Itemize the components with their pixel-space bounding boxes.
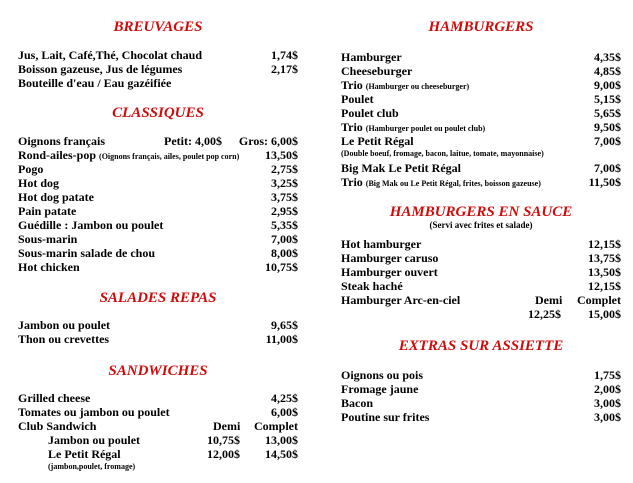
item-price: 11,50$ bbox=[588, 175, 621, 189]
item-price-petit: Petit: 4,00$ bbox=[164, 134, 222, 148]
menu-item bbox=[18, 176, 298, 190]
item-name: Tomates ou jambon ou poulet bbox=[18, 405, 170, 419]
item-price: 3,25$ bbox=[271, 176, 298, 190]
item-name: Pogo bbox=[18, 162, 44, 176]
item-name: Club Sandwich bbox=[18, 419, 97, 433]
item-price: 7,00$ bbox=[594, 134, 621, 148]
menu-item bbox=[341, 410, 621, 424]
item-name: Oignons français bbox=[18, 134, 106, 148]
item-price: 10,75$ bbox=[265, 260, 298, 274]
menu-item bbox=[341, 237, 621, 251]
column-header-complet: Complet bbox=[254, 419, 298, 433]
item-name: Rond-ailes-pop bbox=[18, 148, 97, 162]
item-name: Guédille : Jambon ou poulet bbox=[18, 218, 164, 232]
item-price: 13,75$ bbox=[588, 251, 621, 265]
item-name: Thon ou crevettes bbox=[18, 332, 110, 346]
item-price: 3,00$ bbox=[594, 410, 621, 424]
column-header-complet: Complet bbox=[577, 293, 621, 307]
menu-item bbox=[18, 48, 298, 62]
menu-item bbox=[341, 120, 621, 134]
item-detail: (Oignons français, ailes, poulet pop corn) bbox=[99, 152, 240, 161]
item-price: 7,00$ bbox=[594, 161, 621, 175]
item-price: 8,00$ bbox=[271, 246, 298, 260]
menu-item bbox=[18, 332, 298, 346]
menu-item bbox=[18, 246, 298, 260]
menu-item bbox=[341, 134, 621, 148]
menu-item bbox=[341, 382, 621, 396]
menu-item-oignons bbox=[18, 134, 298, 148]
item-name: Boisson gazeuse, Jus de légumes bbox=[18, 62, 183, 76]
item-name: Poutine sur frites bbox=[341, 410, 430, 424]
item-name: Jambon ou poulet bbox=[48, 433, 141, 447]
item-name: Fromage jaune bbox=[341, 382, 419, 396]
item-detail: (Big Mak ou Le Petit Régal, frites, boisson gazeuse) bbox=[365, 179, 541, 188]
menu-item bbox=[341, 78, 621, 92]
item-price: 9,50$ bbox=[594, 120, 621, 134]
item-name: Sous-marin bbox=[18, 232, 78, 246]
column-header-demi: Demi bbox=[213, 419, 241, 433]
menu-item bbox=[18, 62, 298, 76]
menu-item bbox=[341, 161, 621, 175]
item-name: Trio bbox=[341, 175, 363, 189]
menu-item bbox=[18, 433, 298, 447]
item-name: Bacon bbox=[341, 396, 374, 410]
item-name: Oignons ou pois bbox=[341, 368, 424, 382]
item-name: Big Mak Le Petit Régal bbox=[341, 161, 461, 175]
item-price-demi: 12,25$ bbox=[528, 307, 561, 321]
menu-item bbox=[18, 232, 298, 246]
menu-item bbox=[341, 92, 621, 106]
menu-item bbox=[341, 251, 621, 265]
section-title-sandwiches: SANDWICHES bbox=[108, 363, 208, 379]
item-name: Hamburger caruso bbox=[341, 251, 439, 265]
item-detail: (Hamburger poulet ou poulet club) bbox=[365, 124, 486, 133]
item-name: Sous-marin salade de chou bbox=[18, 246, 156, 260]
item-price: 2,95$ bbox=[271, 204, 298, 218]
item-price: 4,35$ bbox=[594, 50, 621, 64]
menu-item bbox=[18, 162, 298, 176]
item-price: 2,75$ bbox=[271, 162, 298, 176]
item-name: Le Petit Régal bbox=[48, 447, 121, 461]
item-price-demi: 10,75$ bbox=[207, 433, 240, 447]
item-price: 5,15$ bbox=[594, 92, 621, 106]
menu-item bbox=[341, 106, 621, 120]
item-price: 5,65$ bbox=[594, 106, 621, 120]
item-name: Hot dog bbox=[18, 176, 60, 190]
item-name: Grilled cheese bbox=[18, 391, 91, 405]
item-name: Steak haché bbox=[341, 279, 403, 293]
item-price-demi: 12,00$ bbox=[207, 447, 240, 461]
item-name: Jus, Lait, Café,Thé, Chocolat chaud bbox=[18, 48, 203, 62]
item-price-complet: 14,50$ bbox=[265, 447, 298, 461]
item-price: 13,50$ bbox=[265, 148, 298, 162]
menu-item bbox=[341, 175, 621, 189]
item-price: 13,50$ bbox=[588, 265, 621, 279]
menu-item bbox=[18, 447, 298, 461]
item-price: 5,35$ bbox=[271, 218, 298, 232]
item-name: Hot hamburger bbox=[341, 237, 422, 251]
menu-item-club-sandwich bbox=[18, 419, 298, 433]
menu-item bbox=[341, 279, 621, 293]
item-price: 9,00$ bbox=[594, 78, 621, 92]
menu-item bbox=[18, 204, 298, 218]
menu-item bbox=[341, 50, 621, 64]
menu-item bbox=[18, 405, 298, 419]
item-name: Cheeseburger bbox=[341, 64, 413, 78]
menu-item bbox=[18, 76, 298, 90]
item-price: 4,25$ bbox=[271, 391, 298, 405]
item-price: 2,00$ bbox=[594, 382, 621, 396]
item-price-complet: 15,00$ bbox=[588, 307, 621, 321]
menu-item-arc-en-ciel-prices bbox=[341, 307, 621, 321]
item-name: Pain patate bbox=[18, 204, 77, 218]
item-price: 9,65$ bbox=[271, 318, 298, 332]
menu-item bbox=[18, 218, 298, 232]
item-name: Hamburger Arc-en-ciel bbox=[341, 293, 461, 307]
item-name: Trio bbox=[341, 78, 363, 92]
item-price: 7,00$ bbox=[271, 232, 298, 246]
item-price: 1,75$ bbox=[594, 368, 621, 382]
item-price: 3,75$ bbox=[271, 190, 298, 204]
menu-item-rond-ailes-pop bbox=[18, 148, 298, 162]
item-name: Poulet club bbox=[341, 106, 399, 120]
section-title-classiques: CLASSIQUES bbox=[112, 105, 204, 121]
menu-item-arc-en-ciel bbox=[341, 293, 621, 307]
section-title-breuvages: BREUVAGES bbox=[113, 19, 203, 35]
item-price: 1,74$ bbox=[271, 48, 298, 62]
item-name: Hamburger ouvert bbox=[341, 265, 438, 279]
menu-item bbox=[18, 391, 298, 405]
item-note: (Double boeuf, fromage, bacon, laitue, tomate, mayonnaise) bbox=[341, 149, 544, 158]
item-price: 4,85$ bbox=[594, 64, 621, 78]
section-title-hamburgers: HAMBURGERS bbox=[428, 19, 534, 35]
section-subtitle: (Servi avec frites et salade) bbox=[429, 220, 533, 230]
item-price: 11,00$ bbox=[265, 332, 298, 346]
menu-item bbox=[341, 64, 621, 78]
section-title-extras: EXTRAS SUR ASSIETTE bbox=[398, 338, 564, 354]
item-name: Jambon ou poulet bbox=[18, 318, 111, 332]
item-price: 12,15$ bbox=[588, 279, 621, 293]
column-header-demi: Demi bbox=[535, 293, 563, 307]
item-name: Trio bbox=[341, 120, 363, 134]
item-name: Hot dog patate bbox=[18, 190, 94, 204]
menu-item bbox=[341, 265, 621, 279]
item-price: 3,00$ bbox=[594, 396, 621, 410]
item-price: 12,15$ bbox=[588, 237, 621, 251]
item-name: Hamburger bbox=[341, 50, 402, 64]
item-price-gros: Gros: 6,00$ bbox=[238, 134, 298, 148]
item-price: 2,17$ bbox=[271, 62, 298, 76]
item-name: Bouteille d'eau / Eau gazéifiée bbox=[18, 76, 172, 90]
section-title-en-sauce: HAMBURGERS EN SAUCE bbox=[389, 204, 573, 220]
item-price-complet: 13,00$ bbox=[265, 433, 298, 447]
item-name: Le Petit Régal bbox=[341, 134, 414, 148]
menu-item bbox=[341, 368, 621, 382]
item-detail: (Hamburger ou cheeseburger) bbox=[365, 82, 470, 91]
menu-item bbox=[18, 190, 298, 204]
item-name: Hot chicken bbox=[18, 260, 80, 274]
item-name: Poulet bbox=[341, 92, 374, 106]
section-title-salades: SALADES REPAS bbox=[99, 290, 217, 306]
menu-item bbox=[18, 260, 298, 274]
menu-item bbox=[18, 318, 298, 332]
item-price: 6,00$ bbox=[271, 405, 298, 419]
item-note: (jambon,poulet, fromage) bbox=[48, 462, 136, 471]
menu-item bbox=[341, 396, 621, 410]
